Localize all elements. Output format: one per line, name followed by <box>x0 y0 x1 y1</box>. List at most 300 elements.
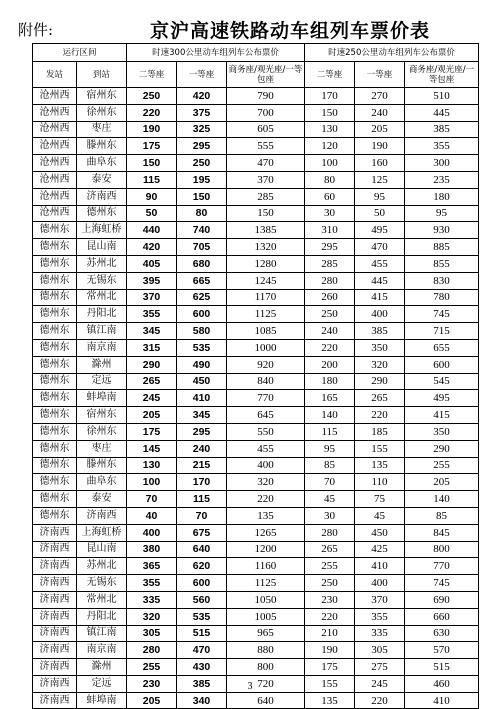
from-station: 沧州西 <box>33 104 77 121</box>
from-station: 德州东 <box>33 491 77 508</box>
to-station: 镇江南 <box>77 323 127 340</box>
fare-250-second: 255 <box>305 558 355 575</box>
fare-300-business: 800 <box>227 659 305 676</box>
fare-300-first: 115 <box>177 491 227 508</box>
table-row <box>33 306 479 323</box>
fare-250-second: 220 <box>305 608 355 625</box>
table-row <box>33 373 479 390</box>
fare-300-first: 295 <box>177 138 227 155</box>
page-title: 京沪高速铁路动车组列车票价表 <box>149 20 430 42</box>
column-header: 一等座 <box>355 62 405 88</box>
to-station: 苏州北 <box>77 255 127 272</box>
from-station: 德州东 <box>33 373 77 390</box>
fare-250-business: 510 <box>405 88 479 105</box>
table-row <box>33 205 479 222</box>
fare-300-first: 515 <box>177 625 227 642</box>
fare-300-second: 90 <box>127 188 177 205</box>
fare-300-second: 205 <box>127 692 177 709</box>
fare-250-business: 930 <box>405 222 479 239</box>
fare-250-first: 265 <box>355 390 405 407</box>
table-row <box>33 356 479 373</box>
from-station: 沧州西 <box>33 138 77 155</box>
fare-300-business: 965 <box>227 625 305 642</box>
fare-250-second: 295 <box>305 239 355 256</box>
table-row <box>33 625 479 642</box>
table-row <box>33 558 479 575</box>
column-header: 二等座 <box>127 62 177 88</box>
fare-250-second: 70 <box>305 474 355 491</box>
fare-250-first: 75 <box>355 491 405 508</box>
fare-250-business: 600 <box>405 356 479 373</box>
to-station: 济南西 <box>77 188 127 205</box>
fare-250-second: 190 <box>305 642 355 659</box>
from-station: 济南西 <box>33 692 77 709</box>
fare-250-second: 30 <box>305 205 355 222</box>
from-station: 济南西 <box>33 642 77 659</box>
fare-250-first: 125 <box>355 171 405 188</box>
fare-300-first: 295 <box>177 423 227 440</box>
fare-300-first: 640 <box>177 541 227 558</box>
fare-300-first: 535 <box>177 608 227 625</box>
fare-250-business: 495 <box>405 390 479 407</box>
fare-250-first: 240 <box>355 104 405 121</box>
fare-250-first: 450 <box>355 524 405 541</box>
fare-300-first: 705 <box>177 239 227 256</box>
fare-250-first: 220 <box>355 407 405 424</box>
from-station: 德州东 <box>33 423 77 440</box>
fare-250-business: 515 <box>405 659 479 676</box>
fare-300-business: 1265 <box>227 524 305 541</box>
route-group-header: 运行区间 <box>33 44 127 62</box>
fare-250-first: 205 <box>355 121 405 138</box>
table-row <box>33 474 479 491</box>
from-station: 济南西 <box>33 675 77 692</box>
fare-300-first: 470 <box>177 642 227 659</box>
fare-300-first: 450 <box>177 373 227 390</box>
table-row <box>33 457 479 474</box>
to-station: 泰安 <box>77 491 127 508</box>
fare-300-second: 380 <box>127 541 177 558</box>
fare-250-business: 85 <box>405 507 479 524</box>
from-station: 德州东 <box>33 474 77 491</box>
fare-300-business: 1085 <box>227 323 305 340</box>
fare-300-first: 325 <box>177 121 227 138</box>
fare-250-first: 400 <box>355 306 405 323</box>
to-station: 泰安 <box>77 171 127 188</box>
fare-250-first: 50 <box>355 205 405 222</box>
fare-300-second: 355 <box>127 306 177 323</box>
to-station: 德州东 <box>77 205 127 222</box>
to-station: 常州北 <box>77 591 127 608</box>
from-station: 沧州西 <box>33 155 77 172</box>
fare-250-business: 855 <box>405 255 479 272</box>
from-station: 德州东 <box>33 306 77 323</box>
fare-300-first: 420 <box>177 88 227 105</box>
fare-300-second: 40 <box>127 507 177 524</box>
table-row <box>33 642 479 659</box>
fare-250-first: 290 <box>355 373 405 390</box>
fare-300-business: 150 <box>227 205 305 222</box>
fare-300-first: 195 <box>177 171 227 188</box>
fare-250-business: 290 <box>405 440 479 457</box>
fare-250-business: 655 <box>405 339 479 356</box>
from-station: 沧州西 <box>33 121 77 138</box>
to-station: 蚌埠南 <box>77 692 127 709</box>
fare-300-business: 1125 <box>227 306 305 323</box>
to-station: 定远 <box>77 675 127 692</box>
fare-250-business: 830 <box>405 272 479 289</box>
fare-300-second: 175 <box>127 138 177 155</box>
to-station: 徐州东 <box>77 423 127 440</box>
fare-300-business: 640 <box>227 692 305 709</box>
fare-300-second: 150 <box>127 155 177 172</box>
fare-250-first: 245 <box>355 675 405 692</box>
fare-250-second: 100 <box>305 155 355 172</box>
table-row <box>33 272 479 289</box>
fare-300-second: 420 <box>127 239 177 256</box>
fare-250-first: 400 <box>355 575 405 592</box>
to-station: 宿州东 <box>77 407 127 424</box>
fare-250-business: 410 <box>405 692 479 709</box>
table-row <box>33 222 479 239</box>
to-station: 曲阜东 <box>77 474 127 491</box>
fare-250-second: 250 <box>305 306 355 323</box>
to-station: 镇江南 <box>77 625 127 642</box>
fare-250-first: 495 <box>355 222 405 239</box>
fare-300-second: 245 <box>127 390 177 407</box>
fare-300-first: 560 <box>177 591 227 608</box>
fare-250-second: 285 <box>305 255 355 272</box>
table-row <box>33 524 479 541</box>
from-station: 济南西 <box>33 558 77 575</box>
from-station: 济南西 <box>33 608 77 625</box>
fare-300-second: 175 <box>127 423 177 440</box>
fare-300-business: 700 <box>227 104 305 121</box>
fare-300-first: 600 <box>177 306 227 323</box>
fare-300-first: 600 <box>177 575 227 592</box>
fare-300-first: 345 <box>177 407 227 424</box>
fare-300-first: 430 <box>177 659 227 676</box>
column-header: 一等座 <box>177 62 227 88</box>
to-station: 南京南 <box>77 642 127 659</box>
fare-300-second: 205 <box>127 407 177 424</box>
fare-250-first: 160 <box>355 155 405 172</box>
fare-250-business: 205 <box>405 474 479 491</box>
fare-250-first: 110 <box>355 474 405 491</box>
table-row <box>33 659 479 676</box>
attachment-label: 附件: <box>18 21 54 39</box>
fare-250-first: 455 <box>355 255 405 272</box>
column-header: 到站 <box>77 62 127 88</box>
fare-250-second: 210 <box>305 625 355 642</box>
to-station: 昆山南 <box>77 239 127 256</box>
fare-table <box>32 43 479 709</box>
fare-300-business: 645 <box>227 407 305 424</box>
fare-300-first: 375 <box>177 104 227 121</box>
fare-250-business: 235 <box>405 171 479 188</box>
to-station: 徐州东 <box>77 104 127 121</box>
table-row <box>33 323 479 340</box>
fare-250-business: 630 <box>405 625 479 642</box>
fare-250-business: 660 <box>405 608 479 625</box>
column-header: 商务座/观光座/一等包座 <box>405 62 479 88</box>
table-row <box>33 104 479 121</box>
from-station: 德州东 <box>33 440 77 457</box>
fare-300-business: 285 <box>227 188 305 205</box>
from-station: 济南西 <box>33 591 77 608</box>
fare-250-second: 170 <box>305 88 355 105</box>
fare-300-business: 455 <box>227 440 305 457</box>
from-station: 沧州西 <box>33 88 77 105</box>
fare-250-business: 545 <box>405 373 479 390</box>
fare-300-second: 250 <box>127 88 177 105</box>
table-row <box>33 423 479 440</box>
fare-250-second: 280 <box>305 272 355 289</box>
fare-250-first: 385 <box>355 323 405 340</box>
table-row <box>33 440 479 457</box>
from-station: 济南西 <box>33 541 77 558</box>
from-station: 德州东 <box>33 222 77 239</box>
fare-250-business: 770 <box>405 558 479 575</box>
to-station: 无锡东 <box>77 272 127 289</box>
fare-300-first: 580 <box>177 323 227 340</box>
fare-250-second: 250 <box>305 575 355 592</box>
fare-250-business: 445 <box>405 104 479 121</box>
to-station: 滕州东 <box>77 457 127 474</box>
fare-300-first: 215 <box>177 457 227 474</box>
to-station: 宿州东 <box>77 88 127 105</box>
fare-300-second: 345 <box>127 323 177 340</box>
fare-300-first: 70 <box>177 507 227 524</box>
fare-300-business: 555 <box>227 138 305 155</box>
fare-250-second: 95 <box>305 440 355 457</box>
fare-300-first: 620 <box>177 558 227 575</box>
from-station: 德州东 <box>33 457 77 474</box>
fare-250-first: 190 <box>355 138 405 155</box>
fare-300-first: 665 <box>177 272 227 289</box>
from-station: 德州东 <box>33 255 77 272</box>
fare-300-second: 365 <box>127 558 177 575</box>
fare-300-second: 230 <box>127 675 177 692</box>
fare-300-second: 370 <box>127 289 177 306</box>
fare-250-business: 355 <box>405 138 479 155</box>
table-row <box>33 591 479 608</box>
fare-300-second: 320 <box>127 608 177 625</box>
fare-300-business: 1245 <box>227 272 305 289</box>
fare-250-first: 95 <box>355 188 405 205</box>
table-row <box>33 138 479 155</box>
to-station: 南京南 <box>77 339 127 356</box>
fare-250-second: 260 <box>305 289 355 306</box>
page-number: 3 <box>247 681 253 692</box>
fare-300-second: 405 <box>127 255 177 272</box>
fare-250-second: 120 <box>305 138 355 155</box>
to-station: 济南西 <box>77 507 127 524</box>
fare-250-business: 350 <box>405 423 479 440</box>
fare-300-second: 220 <box>127 104 177 121</box>
from-station: 德州东 <box>33 390 77 407</box>
fare-300-second: 115 <box>127 171 177 188</box>
fare-300-second: 145 <box>127 440 177 457</box>
fare-250-first: 370 <box>355 591 405 608</box>
fare-250-second: 265 <box>305 541 355 558</box>
fare-300-second: 265 <box>127 373 177 390</box>
fare-250-business: 690 <box>405 591 479 608</box>
fare-250-business: 885 <box>405 239 479 256</box>
fare-250-business: 180 <box>405 188 479 205</box>
fare-300-first: 170 <box>177 474 227 491</box>
fare-300-first: 385 <box>177 675 227 692</box>
fare-300-business: 135 <box>227 507 305 524</box>
fare-250-second: 230 <box>305 591 355 608</box>
fare-250-business: 715 <box>405 323 479 340</box>
fare-300-business: 720 <box>227 675 305 692</box>
fare-300-business: 1050 <box>227 591 305 608</box>
fare-250-business: 780 <box>405 289 479 306</box>
fare-300-second: 355 <box>127 575 177 592</box>
fare-300-business: 550 <box>227 423 305 440</box>
table-row <box>33 171 479 188</box>
fare-rows <box>33 88 479 709</box>
from-station: 德州东 <box>33 339 77 356</box>
fare-300-business: 370 <box>227 171 305 188</box>
fare-250-second: 80 <box>305 171 355 188</box>
from-station: 德州东 <box>33 407 77 424</box>
fare-300-second: 280 <box>127 642 177 659</box>
fare-250-business: 800 <box>405 541 479 558</box>
fare-250-business: 300 <box>405 155 479 172</box>
fare-300-second: 255 <box>127 659 177 676</box>
fare-300-first: 240 <box>177 440 227 457</box>
from-station: 沧州西 <box>33 171 77 188</box>
fare-250-business: 385 <box>405 121 479 138</box>
fare-250-second: 85 <box>305 457 355 474</box>
fare-300-business: 470 <box>227 155 305 172</box>
fare-250-second: 165 <box>305 390 355 407</box>
fare-250-first: 470 <box>355 239 405 256</box>
from-station: 沧州西 <box>33 188 77 205</box>
fare-250-first: 415 <box>355 289 405 306</box>
fare-250-second: 175 <box>305 659 355 676</box>
speed300-group-header: 时速300公里动车组列车公布票价 <box>127 44 305 62</box>
fare-300-first: 410 <box>177 390 227 407</box>
fare-250-first: 305 <box>355 642 405 659</box>
from-station: 德州东 <box>33 239 77 256</box>
to-station: 昆山南 <box>77 541 127 558</box>
from-station: 德州东 <box>33 356 77 373</box>
fare-300-second: 305 <box>127 625 177 642</box>
fare-250-first: 445 <box>355 272 405 289</box>
column-header: 二等座 <box>305 62 355 88</box>
fare-300-business: 770 <box>227 390 305 407</box>
fare-300-business: 880 <box>227 642 305 659</box>
table-row <box>33 155 479 172</box>
fare-300-business: 1170 <box>227 289 305 306</box>
fare-250-second: 130 <box>305 121 355 138</box>
fare-250-business: 255 <box>405 457 479 474</box>
fare-300-first: 490 <box>177 356 227 373</box>
table-row <box>33 608 479 625</box>
to-station: 苏州北 <box>77 558 127 575</box>
to-station: 定远 <box>77 373 127 390</box>
to-station: 丹阳北 <box>77 306 127 323</box>
fare-300-business: 400 <box>227 457 305 474</box>
table-row <box>33 121 479 138</box>
fare-300-business: 840 <box>227 373 305 390</box>
table-row <box>33 407 479 424</box>
from-station: 德州东 <box>33 272 77 289</box>
table-row <box>33 88 479 105</box>
speed250-group-header: 时速250公里动车组列车公布票价 <box>305 44 479 62</box>
fare-300-second: 50 <box>127 205 177 222</box>
fare-300-first: 340 <box>177 692 227 709</box>
to-station: 曲阜东 <box>77 155 127 172</box>
to-station: 上海虹桥 <box>77 222 127 239</box>
from-station: 济南西 <box>33 524 77 541</box>
from-station: 德州东 <box>33 323 77 340</box>
from-station: 德州东 <box>33 289 77 306</box>
fare-300-first: 680 <box>177 255 227 272</box>
fare-300-second: 190 <box>127 121 177 138</box>
fare-250-second: 310 <box>305 222 355 239</box>
to-station: 上海虹桥 <box>77 524 127 541</box>
fare-250-first: 135 <box>355 457 405 474</box>
fare-250-second: 180 <box>305 373 355 390</box>
fare-250-first: 275 <box>355 659 405 676</box>
fare-250-business: 460 <box>405 675 479 692</box>
column-header: 商务座/观光座/一等包座 <box>227 62 305 88</box>
to-station: 枣庄 <box>77 121 127 138</box>
fare-300-business: 605 <box>227 121 305 138</box>
fare-250-second: 155 <box>305 675 355 692</box>
to-station: 丹阳北 <box>77 608 127 625</box>
table-row <box>33 239 479 256</box>
fare-250-first: 155 <box>355 440 405 457</box>
table-row <box>33 507 479 524</box>
table-row <box>33 255 479 272</box>
table-row <box>33 491 479 508</box>
table-row <box>33 188 479 205</box>
fare-300-first: 740 <box>177 222 227 239</box>
fare-250-second: 150 <box>305 104 355 121</box>
to-station: 蚌埠南 <box>77 390 127 407</box>
to-station: 无锡东 <box>77 575 127 592</box>
from-station: 济南西 <box>33 575 77 592</box>
table-row <box>33 390 479 407</box>
fare-300-business: 1200 <box>227 541 305 558</box>
fare-250-second: 45 <box>305 491 355 508</box>
fare-300-business: 1000 <box>227 339 305 356</box>
fare-300-first: 625 <box>177 289 227 306</box>
table-row <box>33 339 479 356</box>
fare-250-first: 425 <box>355 541 405 558</box>
fare-300-business: 1280 <box>227 255 305 272</box>
fare-300-second: 100 <box>127 474 177 491</box>
column-header: 发站 <box>33 62 77 88</box>
fare-250-first: 320 <box>355 356 405 373</box>
fare-250-second: 115 <box>305 423 355 440</box>
fare-250-first: 350 <box>355 339 405 356</box>
fare-250-second: 30 <box>305 507 355 524</box>
fare-250-first: 335 <box>355 625 405 642</box>
fare-300-business: 1125 <box>227 575 305 592</box>
fare-300-first: 80 <box>177 205 227 222</box>
fare-300-business: 320 <box>227 474 305 491</box>
fare-250-business: 845 <box>405 524 479 541</box>
table-row <box>33 541 479 558</box>
to-station: 枣庄 <box>77 440 127 457</box>
fare-300-second: 70 <box>127 491 177 508</box>
